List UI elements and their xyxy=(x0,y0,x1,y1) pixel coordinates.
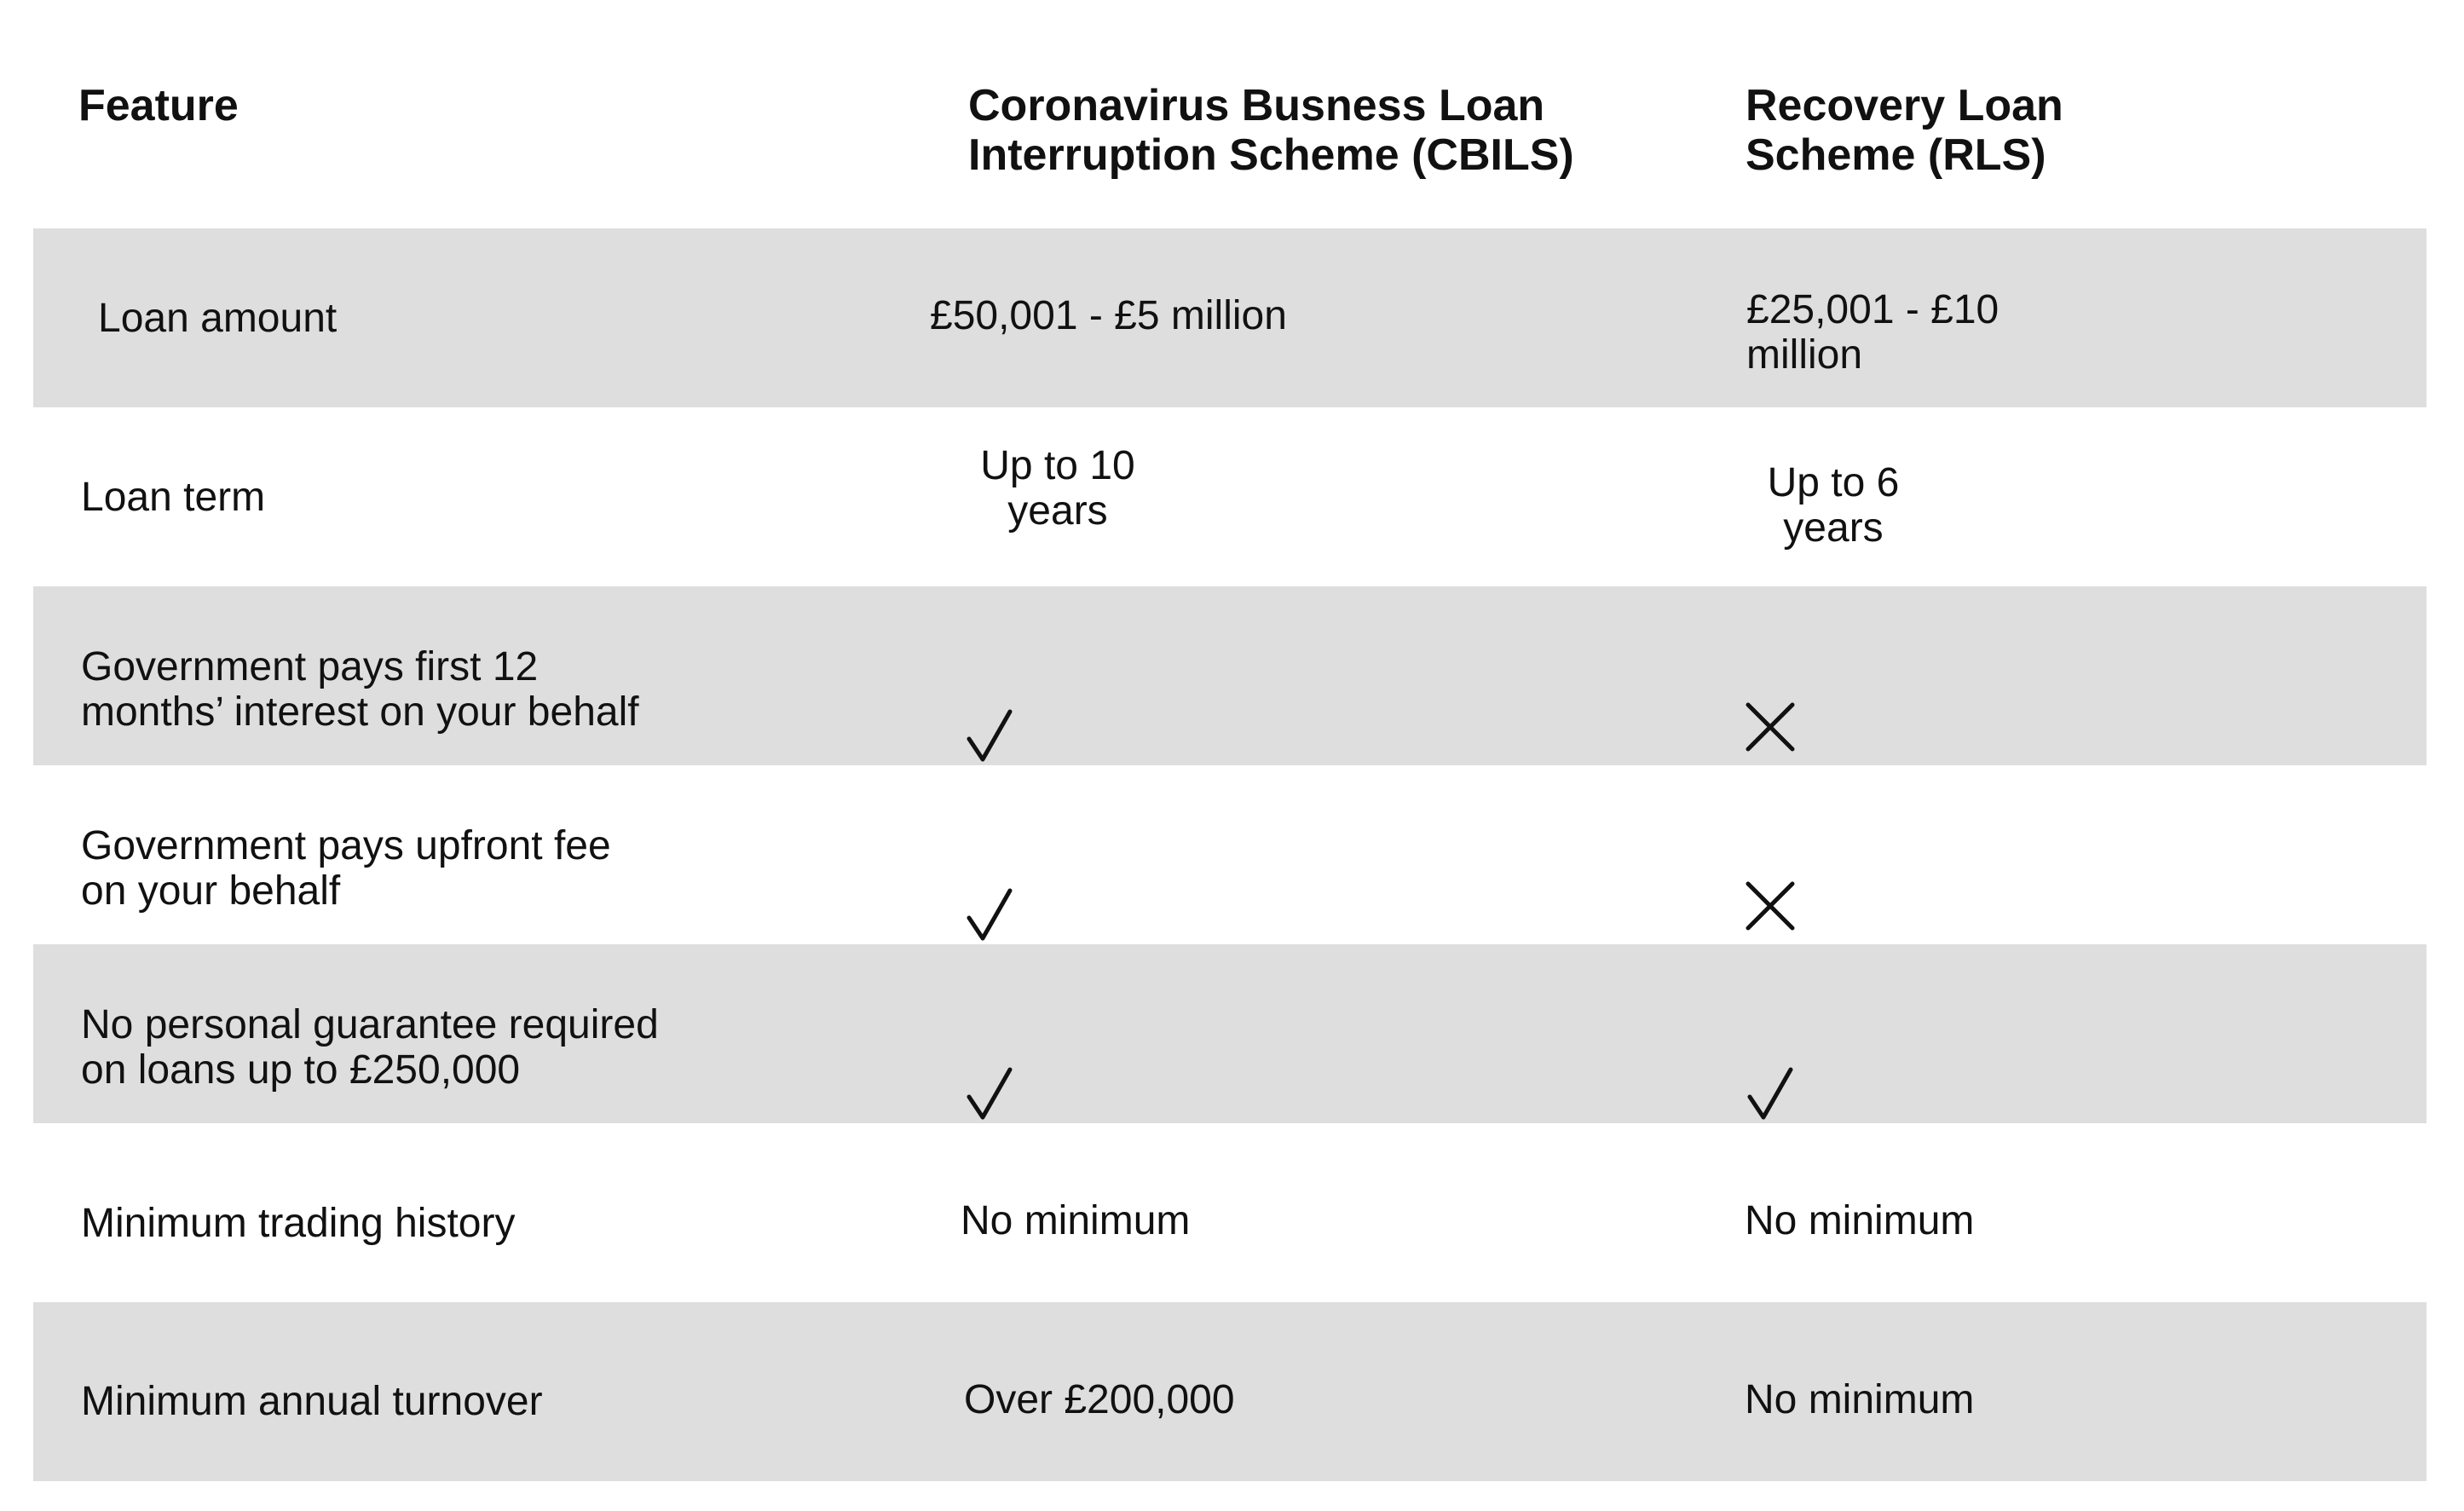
check-icon xyxy=(964,842,1015,898)
header-feature: Feature xyxy=(78,81,239,130)
cbils-value: No minimum xyxy=(961,1197,1191,1243)
table-row-annual-turnover xyxy=(33,1302,2426,1481)
cbils-check-cell xyxy=(964,944,1646,1123)
check-icon xyxy=(964,663,1015,719)
cross-icon xyxy=(1745,835,1796,891)
rls-value: No minimum xyxy=(1745,1376,1975,1422)
cbils-check-cell xyxy=(964,765,1646,944)
rls-value: No minimum xyxy=(1745,1197,1975,1243)
rls-check-cell xyxy=(1745,944,2392,1123)
rls-cross-cell xyxy=(1745,586,2392,765)
rls-cross-cell xyxy=(1745,765,2392,944)
table-row-trading-history xyxy=(33,1123,2426,1302)
table-row-personal-guarantee xyxy=(33,944,2426,1123)
feature-label: Minimum annual turnover xyxy=(81,1378,543,1424)
feature-label: Loan amount xyxy=(98,295,338,341)
check-icon xyxy=(1745,1021,1796,1077)
cbils-check-cell xyxy=(964,586,1646,765)
cross-icon xyxy=(1745,656,1796,712)
feature-label: Loan term xyxy=(81,474,266,520)
check-icon xyxy=(964,1021,1015,1077)
feature-label: Government pays first 12 months’ interest on your behalf xyxy=(81,644,639,735)
table-row-interest xyxy=(33,586,2426,765)
table-row-loan-term xyxy=(33,407,2426,586)
feature-label: Minimum trading history xyxy=(81,1200,516,1246)
feature-label: Government pays upfront fee on your behalf xyxy=(81,823,611,914)
table-row-loan-amount xyxy=(33,228,2426,407)
header-cbils: Coronavirus Busness Loan Interruption Scheme (CBILS) xyxy=(968,81,1574,180)
cbils-value: Up to 10 years xyxy=(980,443,1135,533)
cbils-value: £50,001 - £5 million xyxy=(930,292,1287,338)
rls-value: £25,001 - £10 million xyxy=(1746,287,1999,378)
feature-label: No personal guarantee required on loans up to £250,000 xyxy=(81,1002,659,1093)
cbils-value: Over £200,000 xyxy=(964,1376,1235,1422)
rls-value: Up to 6 years xyxy=(1767,460,1900,551)
table-row-upfront-fee xyxy=(33,765,2426,944)
header-rls: Recovery Loan Scheme (RLS) xyxy=(1746,81,2063,180)
table-header xyxy=(0,0,2464,227)
